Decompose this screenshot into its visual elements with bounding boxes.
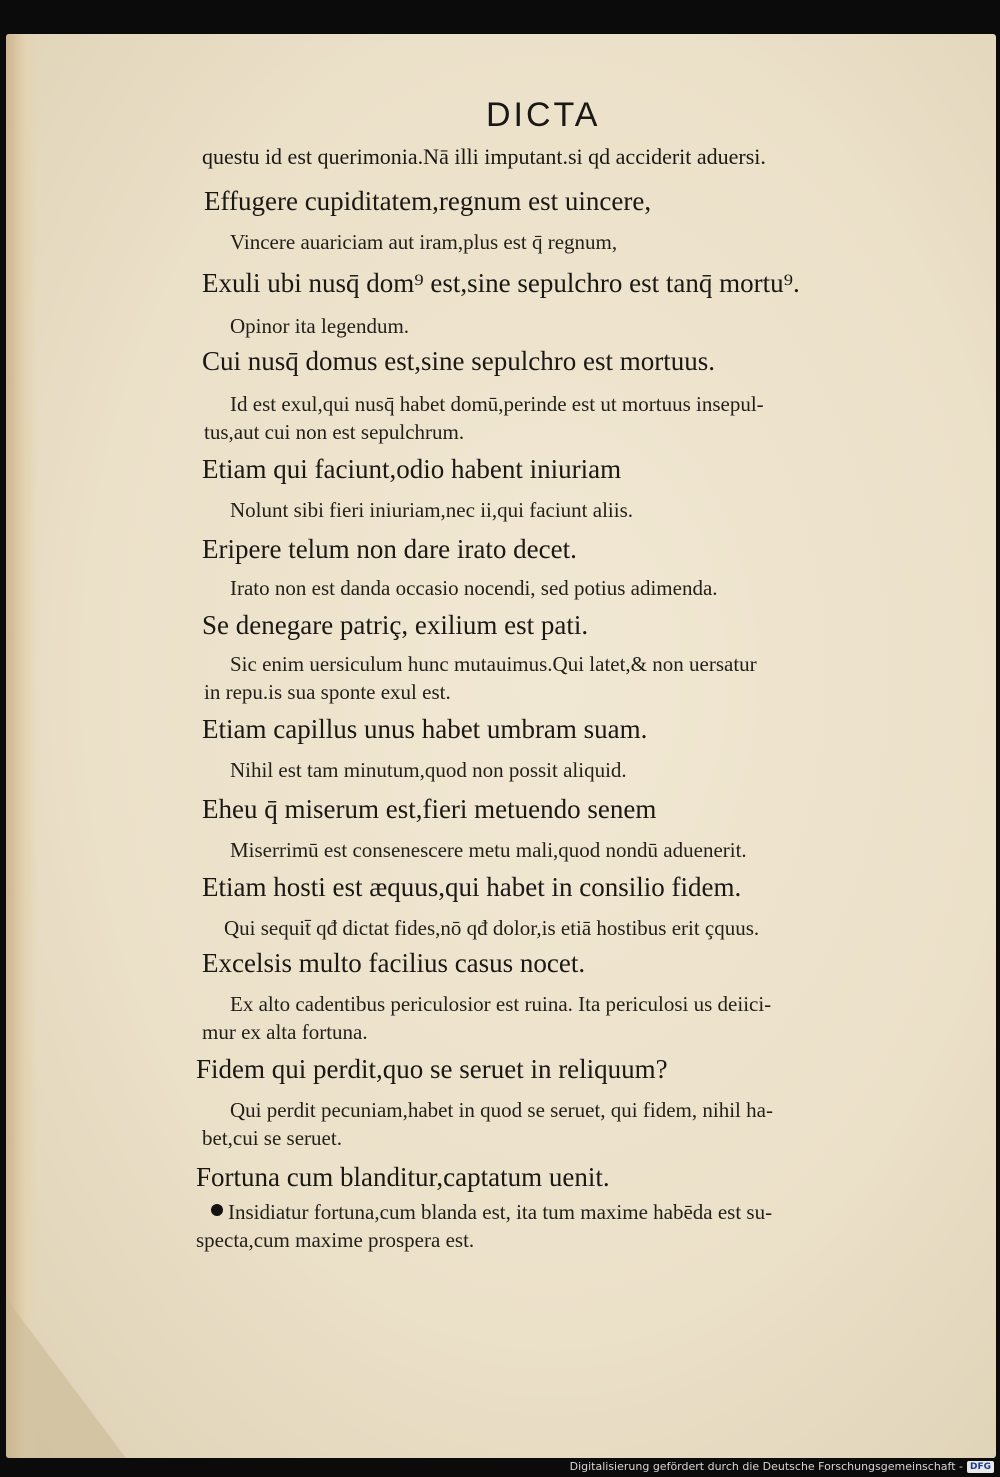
gloss-line: specta,cum maxime prospera est.: [196, 1228, 475, 1252]
motto-line: Etiam qui faciunt,odio habent iniuriam: [202, 454, 622, 484]
gloss-line: Vincere auariciam aut iram,plus est q̄ regnum,: [230, 230, 618, 254]
gloss-line: Ex alto cadentibus periculosior est ruina. Ita periculosi us deiici-: [230, 992, 772, 1016]
running-header: DICTA: [486, 96, 601, 134]
motto-line: Se denegare patriç, exilium est pati.: [202, 610, 589, 640]
gloss-line: Insidiatur fortuna,cum blanda est, ita tum maxime habēda est su-: [228, 1200, 773, 1224]
gloss-line: Id est exul,qui nusq̄ habet domū,perinde est ut mortuus insepul-: [230, 392, 764, 416]
footer-text: Digitalisierung gefördert durch die Deutsche Forschungsgemeinschaft -: [569, 1460, 963, 1473]
motto-line: Exuli ubi nusq̄ dom⁹ est,sine sepulchro est tanq̄ mortu⁹.: [202, 268, 800, 298]
motto-line: Effugere cupiditatem,regnum est uincere,: [204, 186, 652, 216]
motto-line: Eripere telum non dare irato decet.: [202, 534, 577, 564]
ink-blot: [211, 1204, 223, 1216]
gloss-line: Qui perdit pecuniam,habet in quod se seruet, qui fidem, nihil ha-: [230, 1098, 773, 1122]
motto-line: Fidem qui perdit,quo se seruet in reliquum?: [196, 1054, 668, 1084]
motto-line: Cui nusq̄ domus est,sine sepulchro est mortuus.: [202, 346, 715, 376]
gloss-line: Nihil est tam minutum,quod non possit aliquid.: [230, 758, 627, 782]
book-page: [6, 34, 996, 1458]
gloss-line: Irato non est danda occasio nocendi, sed potius adimenda.: [230, 576, 718, 600]
motto-line: Etiam capillus unus habet umbram suam.: [202, 714, 648, 744]
gloss-line: mur ex alta fortuna.: [202, 1020, 368, 1044]
gloss-line: tus,aut cui non est sepulchrum.: [204, 420, 465, 444]
gloss-line: bet,cui se seruet.: [202, 1126, 342, 1150]
gloss-line: Qui sequit̄ qđ dictat fides,nō qđ dolor,is etiā hostibus erit çquus.: [224, 916, 760, 940]
page-text: [6, 34, 996, 1458]
dfg-logo: DFG: [967, 1461, 994, 1473]
gloss-line: Opinor ita legendum.: [230, 314, 410, 338]
gloss-line: Sic enim uersiculum hunc mutauimus.Qui latet,& non uersatur: [230, 652, 757, 676]
motto-line: Excelsis multo facilius casus nocet.: [202, 948, 586, 978]
motto-line: Eheu q̄ miserum est,fieri metuendo senem: [202, 794, 657, 824]
motto-line: Fortuna cum blanditur,captatum uenit.: [196, 1162, 610, 1192]
text-line: questu id est querimonia.Nā illi imputant.si qd acciderit aduersi.: [202, 144, 766, 169]
digitization-footer: [570, 1460, 994, 1473]
motto-line: Etiam hosti est æquus,qui habet in consilio fidem.: [202, 872, 742, 902]
gloss-line: in repu.is sua sponte exul est.: [204, 680, 451, 704]
gloss-line: Nolunt sibi fieri iniuriam,nec ii,qui faciunt aliis.: [230, 498, 633, 522]
gloss-line: Miserrimū est consenescere metu mali,quod nondū aduenerit.: [230, 838, 747, 862]
